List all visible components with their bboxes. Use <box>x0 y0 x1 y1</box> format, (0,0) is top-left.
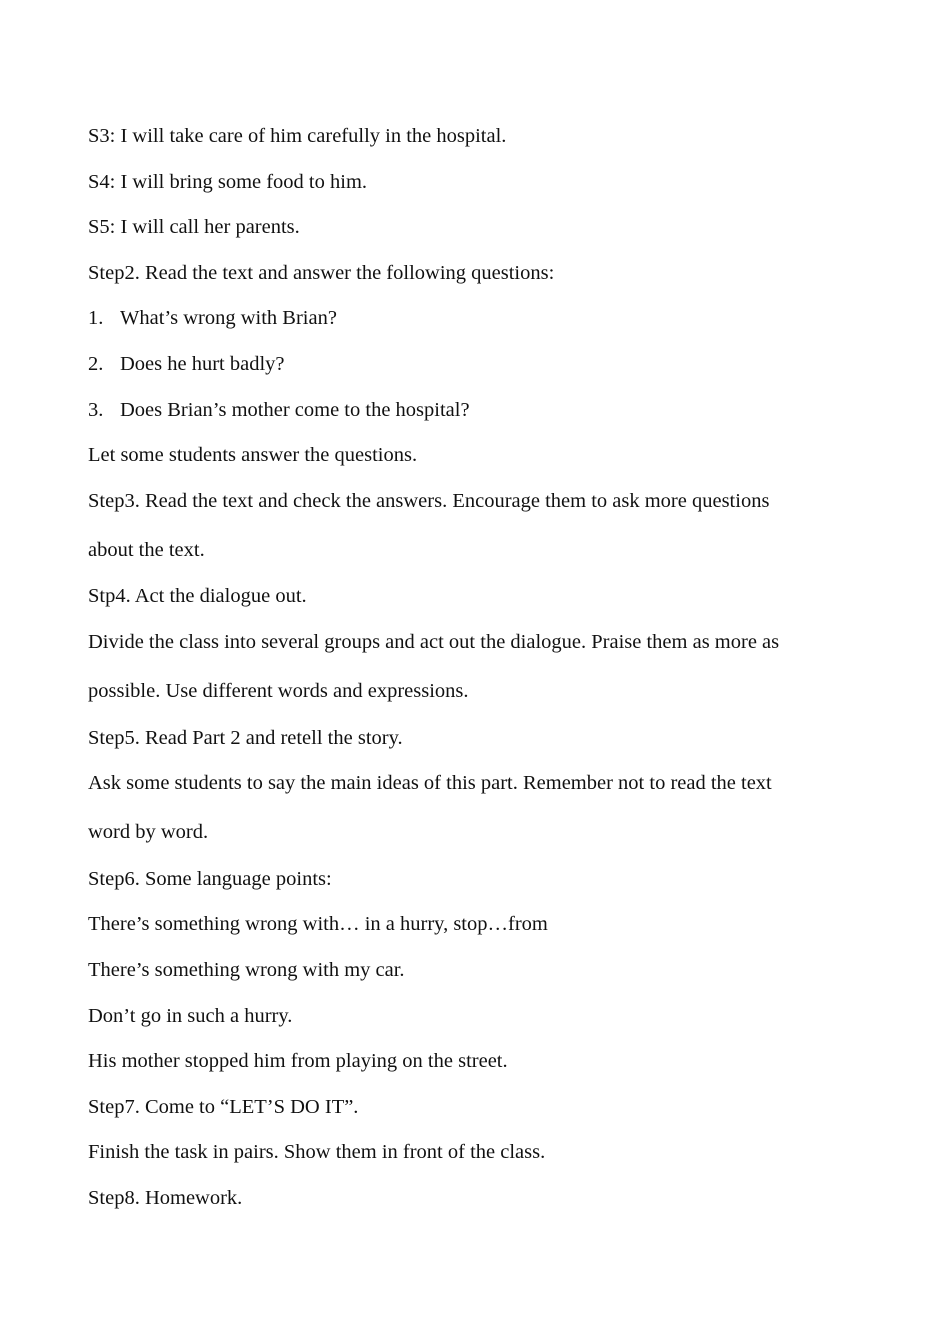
step4-heading: Stp4. Act the dialogue out. <box>88 585 307 608</box>
step5-line-1: Ask some students to say the main ideas of this part. Remember not to read the text <box>88 772 772 795</box>
step5-line-2: word by word. <box>88 821 209 844</box>
step5-paragraph <box>88 759 862 857</box>
document-body <box>88 124 862 1231</box>
question-item-1 <box>88 306 862 330</box>
question-text: What’s wrong with Brian? <box>120 307 337 330</box>
step2-heading: Step2. Read the text and answer the following questions: <box>88 261 555 284</box>
language-point: There’s something wrong with my car. <box>88 958 405 981</box>
question-number: 2. <box>88 352 104 375</box>
question-number: 3. <box>88 398 104 421</box>
step7-heading: Step7. Come to “LET’S DO IT”. <box>88 1095 359 1118</box>
step3-line-1: Step3. Read the text and check the answers. Encourage them to ask more questions <box>88 489 770 512</box>
language-point: His mother stopped him from playing on the street. <box>88 1050 508 1073</box>
step6-heading: Step6. Some language points: <box>88 867 332 890</box>
step4-line-2: possible. Use different words and expressions. <box>88 679 469 702</box>
step8-heading: Step8. Homework. <box>88 1186 243 1209</box>
student-line-s5: S5: I will call her parents. <box>88 216 300 239</box>
question-item-2 <box>88 352 862 376</box>
step7-detail: Finish the task in pairs. Show them in front of the class. <box>88 1141 546 1164</box>
student-line-s4: S4: I will bring some food to him. <box>88 170 368 193</box>
step5-heading: Step5. Read Part 2 and retell the story. <box>88 726 403 749</box>
question-text: Does Brian’s mother come to the hospital? <box>120 398 470 421</box>
language-point: Don’t go in such a hurry. <box>88 1004 293 1027</box>
step3-paragraph <box>88 477 862 575</box>
answer-instruction: Let some students answer the questions. <box>88 444 418 467</box>
language-point: There’s something wrong with… in a hurry, stop…from <box>88 913 548 936</box>
question-item-3 <box>88 398 862 422</box>
step4-paragraph <box>88 618 862 716</box>
question-number: 1. <box>88 307 104 330</box>
question-text: Does he hurt badly? <box>120 352 285 375</box>
student-line-s3: S3: I will take care of him carefully in the hospital. <box>88 125 507 147</box>
step3-line-2: about the text. <box>88 538 205 561</box>
step4-line-1: Divide the class into several groups and act out the dialogue. Praise them as more as <box>88 630 780 653</box>
